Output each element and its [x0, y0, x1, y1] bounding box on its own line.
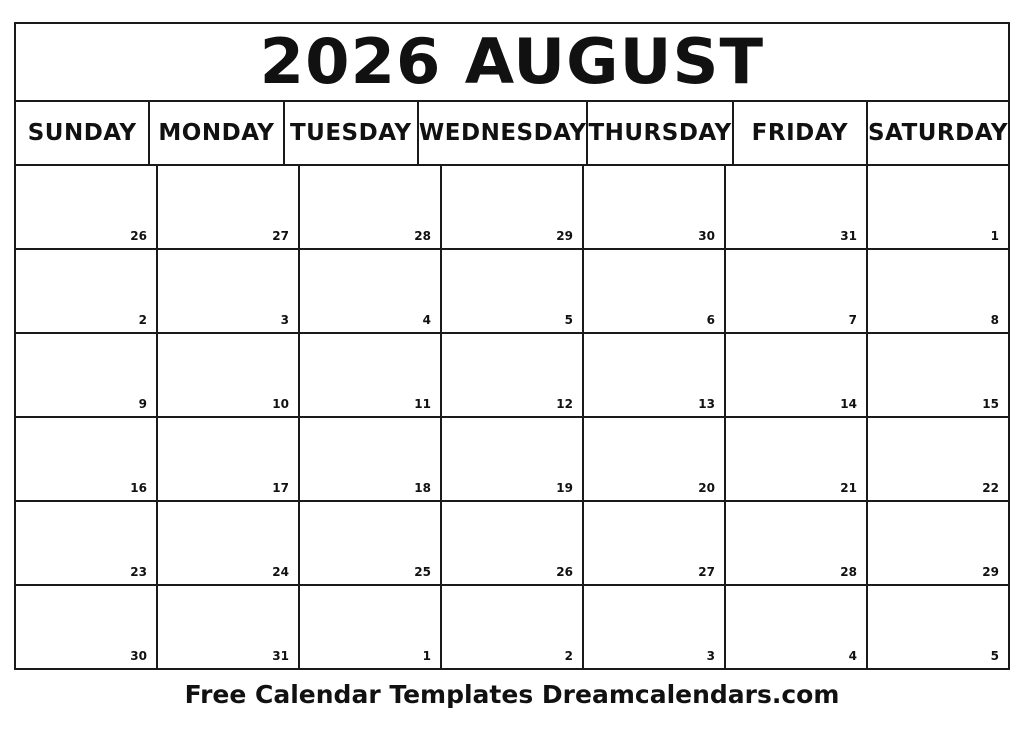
calendar-week-row — [16, 418, 1008, 502]
day-cell[interactable] — [868, 418, 1008, 500]
day-number: 30 — [130, 649, 147, 663]
day-cell[interactable] — [300, 166, 442, 248]
calendar-weeks — [16, 166, 1008, 668]
day-number: 4 — [848, 649, 857, 663]
day-cell[interactable] — [584, 250, 726, 332]
calendar-title-bar — [16, 24, 1008, 102]
day-cell[interactable] — [726, 502, 868, 584]
calendar-week-row — [16, 334, 1008, 418]
day-cell[interactable] — [16, 250, 158, 332]
weekday-header-row — [16, 102, 1008, 166]
weekday-header-friday — [734, 102, 868, 164]
day-cell[interactable] — [300, 250, 442, 332]
day-number: 17 — [272, 481, 289, 495]
day-cell[interactable] — [158, 502, 300, 584]
day-number: 2 — [564, 649, 573, 663]
day-cell[interactable] — [158, 166, 300, 248]
calendar-week-row — [16, 586, 1008, 668]
day-cell[interactable] — [584, 166, 726, 248]
day-number: 15 — [982, 397, 999, 411]
weekday-header-saturday — [868, 102, 1008, 164]
day-cell[interactable] — [868, 586, 1008, 668]
day-cell[interactable] — [726, 334, 868, 416]
day-number: 26 — [556, 565, 573, 579]
day-cell[interactable] — [442, 586, 584, 668]
day-number: 4 — [422, 313, 431, 327]
day-number: 6 — [706, 313, 715, 327]
day-number: 14 — [840, 397, 857, 411]
day-number: 5 — [990, 649, 999, 663]
day-cell[interactable] — [16, 166, 158, 248]
day-number: 31 — [840, 229, 857, 243]
weekday-header-thursday — [588, 102, 733, 164]
day-number: 30 — [698, 229, 715, 243]
day-number: 3 — [280, 313, 289, 327]
day-number: 28 — [840, 565, 857, 579]
day-number: 9 — [138, 397, 147, 411]
day-cell[interactable] — [300, 586, 442, 668]
footer — [0, 680, 1024, 709]
day-number: 24 — [272, 565, 289, 579]
day-cell[interactable] — [868, 502, 1008, 584]
weekday-header-tuesday — [285, 102, 419, 164]
day-number: 26 — [130, 229, 147, 243]
day-cell[interactable] — [726, 166, 868, 248]
day-cell[interactable] — [300, 418, 442, 500]
weekday-header-monday — [150, 102, 284, 164]
weekday-label: MONDAY — [158, 120, 275, 146]
day-cell[interactable] — [868, 166, 1008, 248]
day-cell[interactable] — [16, 334, 158, 416]
day-cell[interactable] — [158, 250, 300, 332]
day-cell[interactable] — [442, 334, 584, 416]
day-number: 13 — [698, 397, 715, 411]
day-cell[interactable] — [584, 334, 726, 416]
calendar-week-row — [16, 250, 1008, 334]
day-number: 31 — [272, 649, 289, 663]
day-number: 27 — [272, 229, 289, 243]
day-cell[interactable] — [584, 502, 726, 584]
day-cell[interactable] — [16, 502, 158, 584]
day-cell[interactable] — [158, 418, 300, 500]
day-number: 29 — [556, 229, 573, 243]
day-number: 29 — [982, 565, 999, 579]
day-number: 18 — [414, 481, 431, 495]
day-cell[interactable] — [868, 250, 1008, 332]
page-title: 2026 AUGUST — [259, 25, 765, 98]
day-cell[interactable] — [300, 502, 442, 584]
day-number: 16 — [130, 481, 147, 495]
day-number: 7 — [848, 313, 857, 327]
weekday-label: SATURDAY — [867, 120, 1008, 146]
day-number: 3 — [706, 649, 715, 663]
day-number: 21 — [840, 481, 857, 495]
footer-credit: Free Calendar Templates Dreamcalendars.com — [184, 680, 840, 709]
day-cell[interactable] — [726, 586, 868, 668]
day-cell[interactable] — [442, 502, 584, 584]
day-number: 22 — [982, 481, 999, 495]
day-number: 10 — [272, 397, 289, 411]
weekday-label: TUESDAY — [289, 120, 412, 146]
day-number: 27 — [698, 565, 715, 579]
day-cell[interactable] — [158, 586, 300, 668]
day-number: 5 — [564, 313, 573, 327]
day-cell[interactable] — [442, 166, 584, 248]
day-number: 8 — [990, 313, 999, 327]
day-number: 1 — [990, 229, 999, 243]
day-cell[interactable] — [584, 586, 726, 668]
day-cell[interactable] — [584, 418, 726, 500]
day-number: 28 — [414, 229, 431, 243]
day-cell[interactable] — [300, 334, 442, 416]
day-number: 20 — [698, 481, 715, 495]
weekday-label: THURSDAY — [588, 120, 732, 146]
weekday-header-sunday — [16, 102, 150, 164]
weekday-header-wednesday — [419, 102, 589, 164]
day-number: 19 — [556, 481, 573, 495]
day-cell[interactable] — [16, 586, 158, 668]
day-cell[interactable] — [442, 418, 584, 500]
day-cell[interactable] — [442, 250, 584, 332]
weekday-label: SUNDAY — [27, 120, 137, 146]
day-cell[interactable] — [726, 250, 868, 332]
weekday-label: WEDNESDAY — [418, 120, 587, 146]
calendar-grid — [14, 22, 1010, 670]
day-cell[interactable] — [726, 418, 868, 500]
day-number: 12 — [556, 397, 573, 411]
day-number: 23 — [130, 565, 147, 579]
calendar-week-row — [16, 502, 1008, 586]
day-number: 11 — [414, 397, 431, 411]
calendar-week-row — [16, 166, 1008, 250]
day-cell[interactable] — [158, 334, 300, 416]
day-number: 2 — [138, 313, 147, 327]
day-cell[interactable] — [16, 418, 158, 500]
weekday-label: FRIDAY — [751, 120, 848, 146]
day-number: 1 — [422, 649, 431, 663]
day-cell[interactable] — [868, 334, 1008, 416]
day-number: 25 — [414, 565, 431, 579]
